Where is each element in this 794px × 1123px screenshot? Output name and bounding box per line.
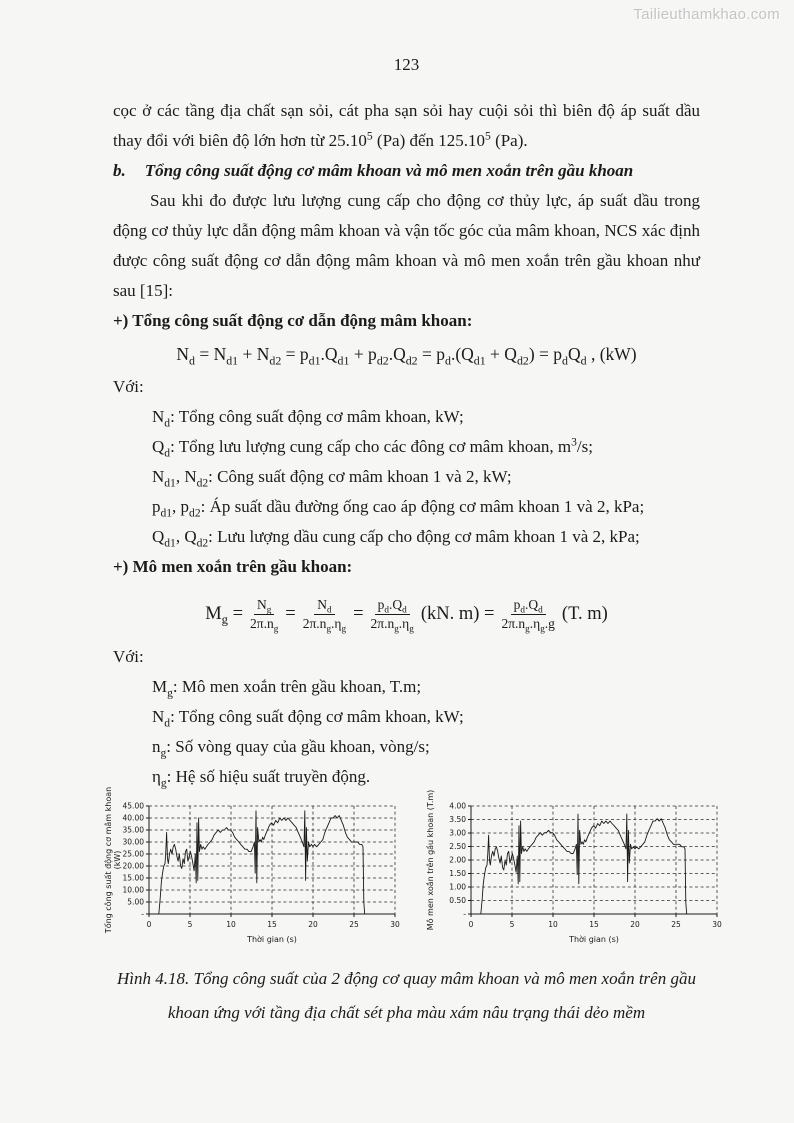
formula-fraction bbox=[371, 597, 414, 632]
svg-text:25.00: 25.00 bbox=[122, 849, 144, 859]
svg-text:5.00: 5.00 bbox=[127, 897, 144, 907]
torque-definition-list bbox=[113, 672, 700, 792]
fraction-denominator: $2\pi.n_g$ bbox=[250, 615, 279, 634]
site-watermark: Tailieuthamkhao.com bbox=[633, 6, 780, 23]
definition-symbol: $n_g$ bbox=[152, 737, 167, 760]
svg-text:-: - bbox=[463, 909, 466, 919]
definition-symbol: $Q_{d1}$, $Q_{d2}$ bbox=[152, 527, 209, 550]
formula-symbol: = bbox=[285, 603, 296, 624]
svg-text:Tổng công suất động cơ mâm kho: Tổng công suất động cơ mâm khoan(kW) bbox=[104, 786, 122, 934]
formula-symbol: $M_g$ = bbox=[205, 603, 243, 627]
svg-text:0.50: 0.50 bbox=[449, 896, 466, 905]
svg-text:30: 30 bbox=[712, 920, 722, 929]
svg-text:3.50: 3.50 bbox=[449, 815, 466, 824]
definition-symbol: $N_d$ bbox=[152, 707, 171, 730]
fraction-numerator: $N_g$ bbox=[254, 597, 274, 615]
definition-symbol: $N_{d1}$, $N_{d2}$ bbox=[152, 467, 209, 490]
definition-symbol: $N_d$ bbox=[152, 407, 171, 430]
fraction-denominator: $2\pi.n_g.\eta_g$ bbox=[370, 615, 414, 634]
svg-text:35.00: 35.00 bbox=[122, 825, 144, 835]
with-label-2: Với: bbox=[113, 647, 144, 666]
paragraph-pressure: cọc ở các tầng địa chất sạn sỏi, cát pha sạn sỏi hay cuội sỏi thì biên độ áp suất dầu thay đổi với biên độ lớn hơn từ 25.10$^5$ (Pa) đến 125.10$^5$ (Pa). bbox=[113, 101, 700, 150]
definition-text: : Mô men xoắn trên gầu khoan, T.m; bbox=[172, 677, 422, 696]
definition-text: : Lưu lượng dầu cung cấp cho động cơ mâm khoan 1 và 2, kPa; bbox=[208, 527, 640, 546]
svg-text:10: 10 bbox=[548, 920, 558, 929]
definition-text: : Tổng công suất động cơ mâm khoan, kW; bbox=[170, 407, 464, 426]
svg-text:20: 20 bbox=[630, 920, 640, 929]
with-label-1: Với: bbox=[113, 377, 144, 396]
definition-text: : Công suất động cơ mâm khoan 1 và 2, kW; bbox=[208, 467, 512, 486]
svg-text:30.00: 30.00 bbox=[122, 837, 144, 847]
formula-torque bbox=[113, 590, 700, 638]
svg-text:25: 25 bbox=[349, 920, 359, 929]
svg-text:4.00: 4.00 bbox=[449, 801, 466, 811]
definition-item bbox=[152, 492, 700, 522]
fraction-numerator: $N_d$ bbox=[314, 597, 334, 615]
definition-symbol: $\eta_g$ bbox=[152, 767, 167, 790]
svg-text:Thời gian (s): Thời gian (s) bbox=[247, 935, 297, 944]
definition-text: : Số vòng quay của gầu khoan, vòng/s; bbox=[166, 737, 430, 756]
page-number: 123 bbox=[393, 55, 420, 74]
svg-text:1.00: 1.00 bbox=[449, 882, 466, 892]
svg-text:-: - bbox=[141, 909, 144, 919]
svg-text:15: 15 bbox=[267, 920, 277, 929]
svg-text:20.00: 20.00 bbox=[122, 861, 144, 871]
svg-text:45.00: 45.00 bbox=[122, 801, 144, 811]
definition-item bbox=[152, 732, 700, 762]
definition-text: : Hệ số hiệu suất truyền động. bbox=[166, 767, 371, 786]
paragraph-intro: Sau khi đo được lưu lượng cung cấp cho động cơ thủy lực, áp suất dầu trong động cơ thủy lực dẫn động mâm khoan và vận tốc góc của mâm khoan, NCS xác định được công suất động cơ dẫn động mâm khoan và mô men xoắn trên gầu khoan như sau [15]: bbox=[113, 191, 700, 300]
svg-text:1.50: 1.50 bbox=[449, 869, 466, 878]
svg-text:25: 25 bbox=[671, 920, 681, 929]
svg-text:3.00: 3.00 bbox=[449, 828, 466, 838]
definition-item bbox=[152, 462, 700, 492]
power-chart bbox=[101, 786, 401, 952]
svg-text:10: 10 bbox=[226, 920, 236, 929]
definition-text: : Tổng lưu lượng cung cấp cho các đông cơ mâm khoan, $m^3/s$; bbox=[170, 435, 593, 456]
fraction-denominator: $2\pi.n_g.\eta_g.g$ bbox=[501, 615, 555, 634]
fraction-numerator: $p_d.Q_d$ bbox=[375, 597, 410, 615]
definition-item bbox=[152, 762, 700, 792]
definition-item bbox=[152, 672, 700, 702]
section-b-heading bbox=[113, 156, 700, 186]
formula-symbol: = bbox=[353, 603, 364, 624]
fraction-numerator: $p_d.Q_d$ bbox=[511, 597, 546, 615]
definition-symbol: $Q_d$ bbox=[152, 437, 171, 460]
svg-text:Thời gian (s): Thời gian (s) bbox=[569, 935, 619, 944]
formula-fraction bbox=[250, 597, 278, 632]
section-b-title: Tổng công suất động cơ mâm khoan và mô men xoắn trên gầu khoan bbox=[144, 161, 634, 180]
svg-text:2.50: 2.50 bbox=[449, 842, 466, 851]
svg-text:15: 15 bbox=[589, 920, 599, 929]
svg-text:Mô men xoắn trên gầu khoan (T.: Mô men xoắn trên gầu khoan (T.m) bbox=[426, 789, 435, 931]
power-definition-list bbox=[113, 402, 700, 552]
svg-text:2.00: 2.00 bbox=[449, 855, 466, 865]
definition-symbol: $M_g$ bbox=[152, 677, 173, 700]
fraction-denominator: $2\pi.n_g.\eta_g$ bbox=[302, 615, 347, 634]
figure-charts bbox=[101, 786, 722, 952]
definition-symbol: $p_{d1}$, $p_{d2}$ bbox=[152, 497, 201, 520]
svg-text:0: 0 bbox=[146, 920, 152, 929]
svg-text:5: 5 bbox=[509, 920, 515, 929]
formula-fraction bbox=[501, 597, 554, 632]
definition-text: : Áp suất dầu đường ống cao áp động cơ mâm khoan 1 và 2, kPa; bbox=[200, 497, 645, 516]
section-b-label: b. bbox=[113, 161, 126, 180]
formula-symbol: (T. m) bbox=[561, 603, 608, 624]
svg-text:30: 30 bbox=[390, 920, 400, 929]
heading-total-power: +) Tổng công suất động cơ dẫn động mâm khoan: bbox=[113, 311, 473, 330]
definition-item bbox=[152, 402, 700, 432]
definition-item bbox=[152, 522, 700, 552]
svg-text:5: 5 bbox=[187, 920, 193, 929]
svg-text:0: 0 bbox=[468, 920, 474, 929]
svg-text:40.00: 40.00 bbox=[122, 813, 144, 823]
svg-text:10.00: 10.00 bbox=[122, 885, 144, 895]
svg-text:15.00: 15.00 bbox=[122, 873, 144, 883]
definition-text: : Tổng công suất động cơ mâm khoan, kW; bbox=[170, 707, 464, 726]
definition-item bbox=[152, 432, 700, 462]
heading-torque: +) Mô men xoắn trên gầu khoan: bbox=[113, 557, 353, 576]
torque-chart bbox=[423, 789, 723, 952]
formula-total-power: $N_d = N_{d1} + N_{d2} = p_{d1}.Q_{d1} + p_{d2}.Q_{d2} = p_d.(Q_{d1} + Q_{d2}) = p_dQ_d$ , (kW) bbox=[176, 344, 637, 368]
figure-caption: Hình 4.18. Tổng công suất của 2 động cơ quay mâm khoan và mô men xoắn trên gầu khoan ứng với tầng địa chất sét pha màu xám nâu trạng thái dẻo mềm bbox=[117, 969, 696, 1022]
formula-fraction bbox=[303, 597, 346, 632]
definition-item bbox=[152, 702, 700, 732]
formula-symbol: (kN. m) = bbox=[420, 603, 495, 624]
svg-text:20: 20 bbox=[308, 920, 318, 929]
